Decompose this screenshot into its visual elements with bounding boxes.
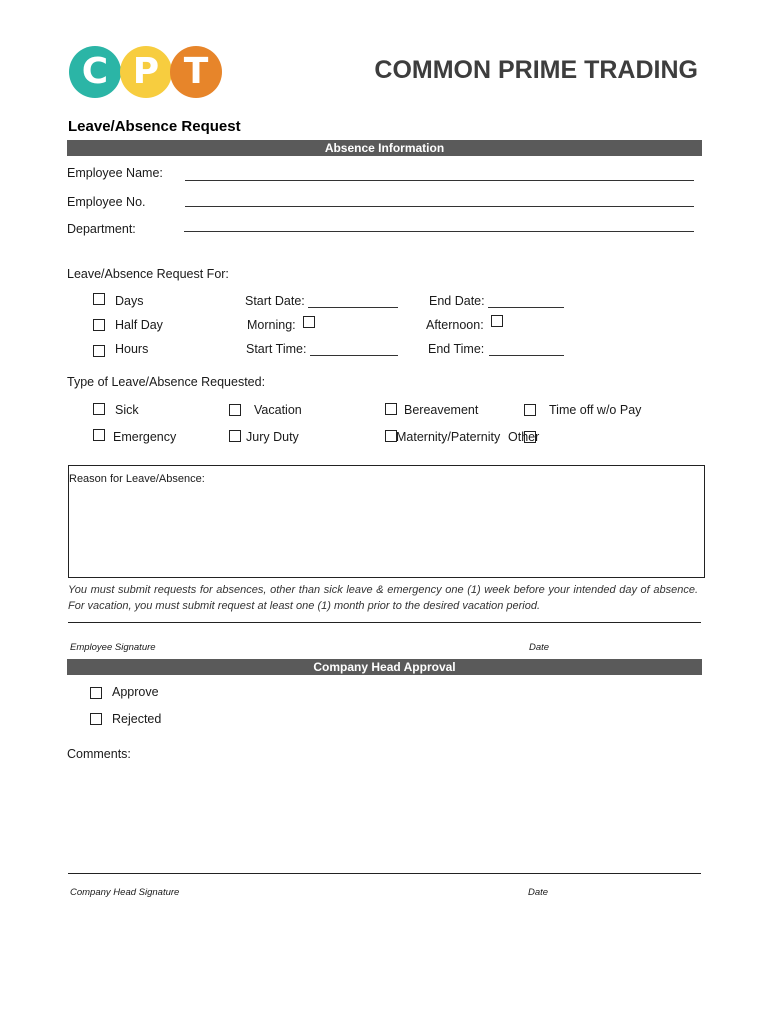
logo-circle-p: P — [120, 46, 172, 98]
bereavement-checkbox[interactable] — [385, 403, 397, 415]
other-checkbox[interactable] — [524, 431, 536, 443]
head-signature-line[interactable] — [68, 873, 701, 874]
head-signature-label: Company Head Signature — [70, 887, 180, 898]
employee-name-field[interactable] — [185, 180, 694, 181]
employee-signature-label: Employee Signature — [70, 642, 156, 653]
hours-label: Hours — [115, 342, 149, 356]
approve-checkbox[interactable] — [90, 687, 102, 699]
start-date-field[interactable] — [308, 307, 398, 308]
time-off-label: Time off w/o Pay — [549, 403, 642, 417]
reason-textarea[interactable] — [68, 465, 705, 578]
start-time-field[interactable] — [310, 355, 398, 356]
morning-label: Morning: — [247, 318, 296, 332]
employee-signature-line[interactable] — [68, 622, 701, 623]
head-date-label: Date — [528, 887, 549, 898]
hours-checkbox[interactable] — [93, 345, 105, 357]
end-date-label: End Date: — [429, 294, 485, 308]
reason-label: Reason for Leave/Absence: — [69, 473, 205, 485]
employee-no-label: Employee No. — [67, 195, 146, 209]
bereavement-label: Bereavement — [404, 403, 479, 417]
employee-no-field[interactable] — [185, 206, 694, 207]
logo-circle-c: C — [69, 46, 121, 98]
emergency-label: Emergency — [113, 430, 177, 444]
leave-type-label: Type of Leave/Absence Requested: — [67, 375, 266, 389]
form-title: Leave/Absence Request — [68, 118, 241, 135]
employee-date-label: Date — [529, 642, 550, 653]
vacation-checkbox[interactable] — [229, 404, 241, 416]
maternity-label: Maternity/Paternity — [396, 430, 501, 444]
start-time-label: Start Time: — [246, 342, 307, 356]
company-name: COMMON PRIME TRADING — [374, 56, 698, 84]
employee-name-label: Employee Name: — [67, 166, 163, 180]
half-day-label: Half Day — [115, 318, 163, 332]
morning-checkbox[interactable] — [303, 316, 315, 328]
afternoon-label: Afternoon: — [426, 318, 484, 332]
company-head-approval-heading: Company Head Approval — [67, 659, 702, 675]
time-off-checkbox[interactable] — [524, 404, 536, 416]
rejected-checkbox[interactable] — [90, 713, 102, 725]
sick-label: Sick — [115, 403, 139, 417]
approve-label: Approve — [112, 685, 159, 699]
other-label: Other — [508, 430, 540, 444]
end-time-label: End Time: — [428, 342, 485, 356]
end-time-field[interactable] — [489, 355, 564, 356]
sick-checkbox[interactable] — [93, 403, 105, 415]
vacation-label: Vacation — [254, 403, 302, 417]
department-field[interactable] — [184, 231, 694, 232]
request-for-label: Leave/Absence Request For: — [67, 267, 229, 281]
end-date-field[interactable] — [488, 307, 564, 308]
start-date-label: Start Date: — [245, 294, 305, 308]
absence-information-heading: Absence Information — [67, 140, 702, 156]
jury-duty-checkbox[interactable] — [229, 430, 241, 442]
comments-area[interactable] — [67, 766, 701, 866]
jury-duty-label: Jury Duty — [246, 430, 299, 444]
submission-note: You must submit requests for absences, other than sick leave & emergency one (1) week before your intended day of absence. For vacation, you must submit request at least one (1) month prior to the desired vacation period. — [68, 584, 698, 612]
days-checkbox[interactable] — [93, 293, 105, 305]
logo-circle-t: T — [170, 46, 222, 98]
comments-label: Comments: — [67, 747, 131, 761]
afternoon-checkbox[interactable] — [491, 315, 503, 327]
department-label: Department: — [67, 222, 136, 236]
days-label: Days — [115, 294, 144, 308]
half-day-checkbox[interactable] — [93, 319, 105, 331]
rejected-label: Rejected — [112, 712, 162, 726]
emergency-checkbox[interactable] — [93, 429, 105, 441]
